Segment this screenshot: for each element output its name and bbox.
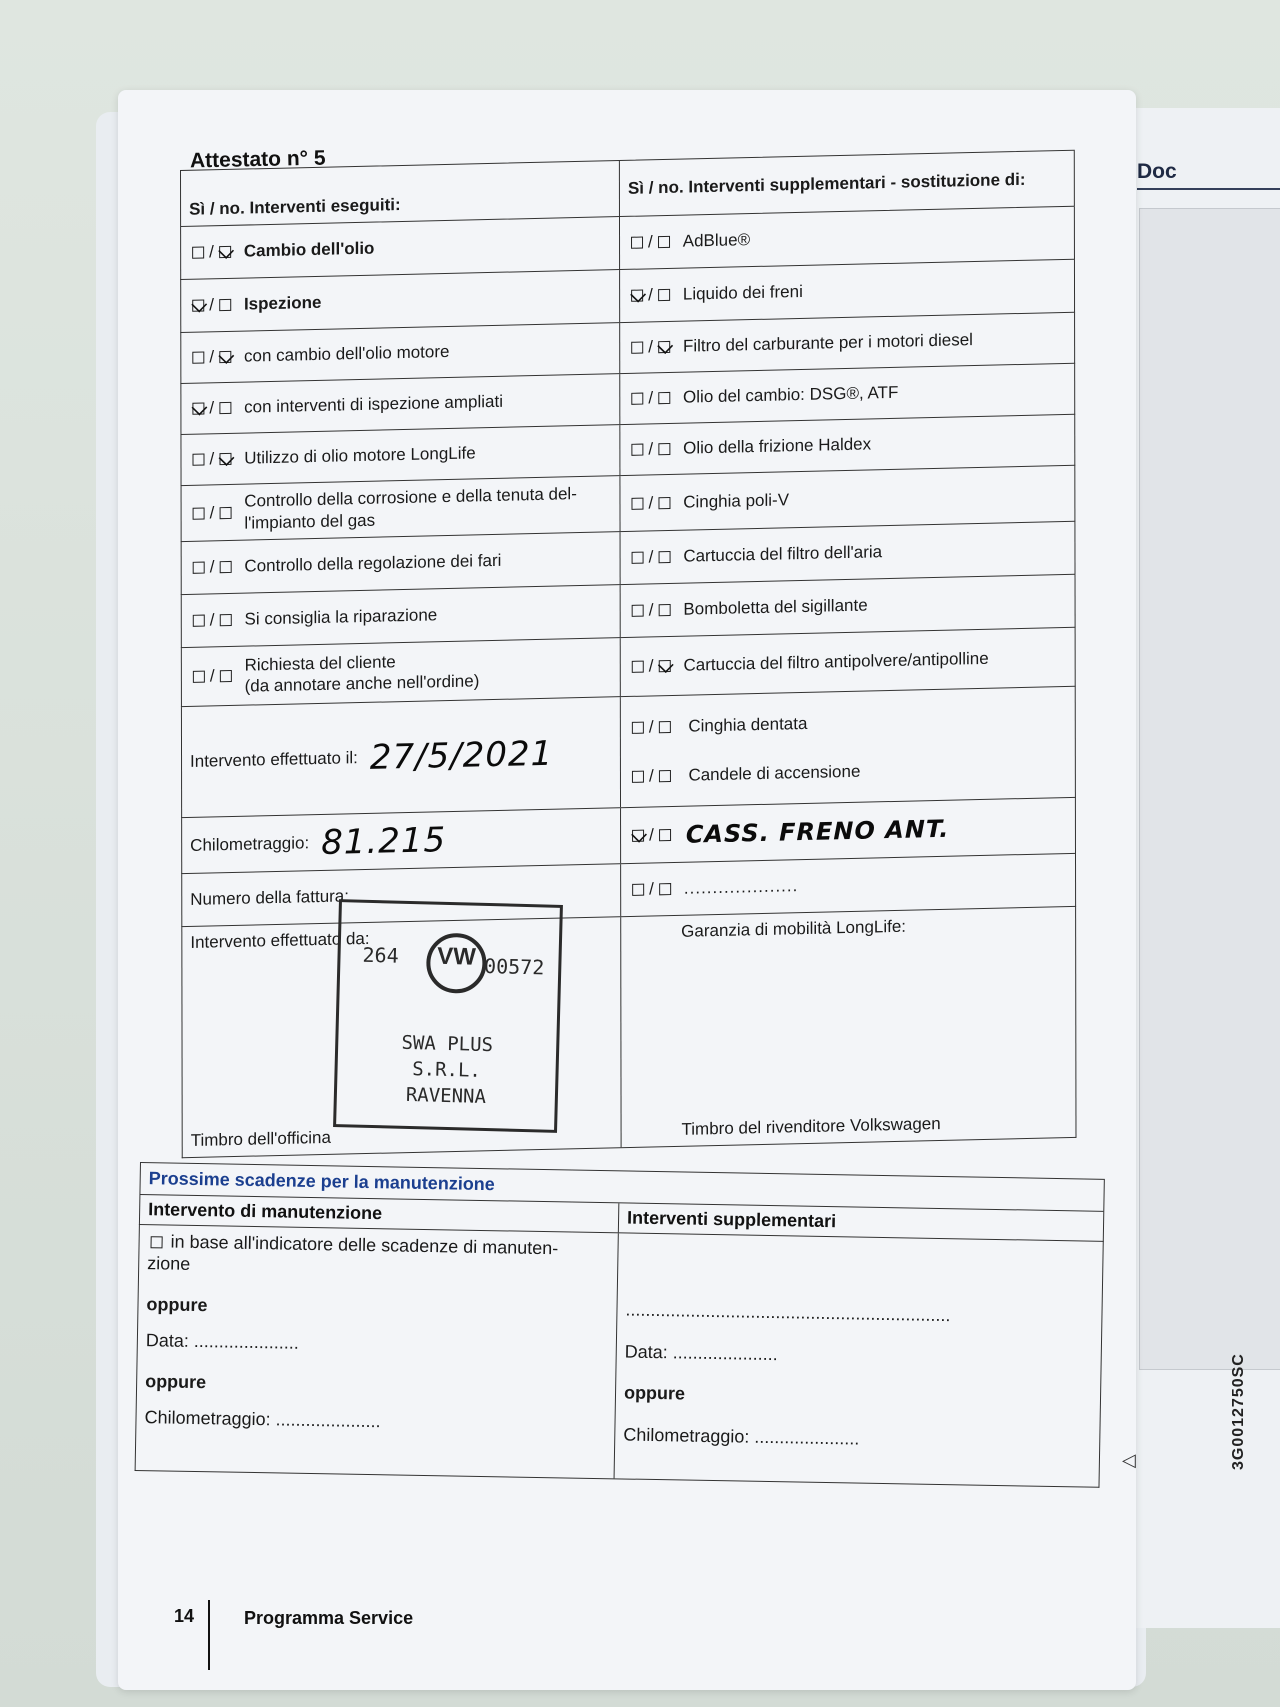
or-label: oppure — [144, 1371, 207, 1393]
left-check-cell — [182, 476, 621, 541]
no-checkbox[interactable] — [658, 496, 670, 508]
yes-no-separator: / — [648, 547, 654, 567]
yes-checkbox[interactable] — [193, 562, 205, 574]
check-item-label: Utilizzo di olio motore LongLife — [244, 443, 476, 468]
yes-checkbox[interactable] — [632, 661, 644, 673]
right-check-cell — [620, 207, 1074, 269]
no-checkbox[interactable] — [658, 443, 670, 455]
yes-checkbox[interactable] — [632, 552, 644, 564]
indicator-checkbox[interactable] — [150, 1236, 162, 1248]
extra-item-blank: / .................... — [621, 854, 1075, 916]
yes-no-separator: / — [648, 232, 653, 252]
stamp-line-1: SWA PLUS — [401, 1031, 494, 1057]
no-checkbox[interactable] — [659, 721, 671, 733]
dealer-stamp-label: Timbro del rivenditore Volkswagen — [681, 1113, 941, 1139]
left-check-cell — [182, 532, 621, 594]
dealer-cell — [621, 907, 1075, 1147]
footer-divider — [208, 1600, 210, 1670]
no-checkbox[interactable] — [219, 561, 231, 573]
extra-item-label: Cinghia dentata — [688, 713, 808, 736]
intervention-date-cell — [182, 697, 621, 817]
left-check-cell — [182, 585, 621, 647]
left-check-cell — [181, 270, 620, 332]
or-label: oppure — [623, 1382, 686, 1404]
page-title: Attestato n° 5 — [189, 146, 326, 173]
check-item-label: Cinghia poli-V — [683, 490, 790, 512]
yes-no-separator: / — [209, 242, 214, 262]
invoice-label: Numero della fattura: — [190, 886, 349, 909]
yes-checkbox[interactable] — [631, 393, 643, 405]
check-item-label: Ispezione — [243, 293, 322, 314]
no-checkbox[interactable] — [659, 829, 671, 841]
check-item-label: Filtro del carburante per i motori diesel — [682, 330, 973, 357]
service-record-table — [180, 150, 1076, 1159]
right-check-cell — [620, 466, 1074, 531]
yes-checkbox[interactable] — [631, 497, 643, 509]
triangle-icon: ◁ — [1122, 1450, 1136, 1470]
left-check-cell — [181, 425, 620, 485]
stamp-number-left: 264 — [362, 942, 400, 968]
maintenance-column — [136, 1225, 619, 1478]
yes-no-separator: / — [209, 347, 215, 367]
check-item-label: Cambio dell'olio — [243, 238, 375, 261]
intervention-date-label: Intervento effettuato il: — [190, 748, 358, 771]
left-check-cell — [181, 217, 620, 279]
maintenance-column-header: Intervento di manutenzione — [140, 1195, 619, 1232]
stamp-line-2: S.R.L. — [411, 1058, 482, 1082]
check-item-label: con interventi di ispezione ampliati — [244, 392, 504, 417]
workshop-stamp — [333, 899, 563, 1133]
right-check-cell — [621, 628, 1075, 696]
yes-checkbox[interactable] — [631, 237, 643, 249]
next-maintenance-body — [135, 1225, 1104, 1488]
no-checkbox[interactable] — [219, 402, 231, 414]
handwritten-extra-item[interactable]: CASS. FRENO ANT. — [685, 814, 950, 849]
no-checkbox[interactable] — [658, 236, 670, 248]
yes-no-separator: / — [209, 557, 215, 577]
yes-no-separator: / — [648, 656, 654, 676]
right-check-cell — [620, 313, 1074, 373]
indicator-option — [147, 1231, 610, 1282]
check-item-label: Liquido dei freni — [682, 282, 803, 305]
no-checkbox[interactable] — [658, 392, 670, 404]
extra-blank-line[interactable]: ................................................................. — [625, 1299, 951, 1326]
check-item-label: Si consiglia la riparazione — [244, 605, 438, 630]
yes-no-separator: / — [648, 388, 654, 408]
check-item-label: Controllo della regolazione dei fari — [244, 551, 502, 577]
extra-item-candele: / Candele di accensione — [629, 761, 860, 788]
yes-no-separator: / — [648, 492, 654, 512]
yes-checkbox[interactable] — [192, 246, 204, 258]
intervention-date-row — [181, 687, 1076, 818]
check-item-label: con cambio dell'olio motore — [244, 342, 450, 366]
no-checkbox[interactable] — [658, 604, 670, 616]
yes-checkbox[interactable] — [632, 605, 644, 617]
check-item-label: Olio della frizione Haldex — [683, 434, 872, 459]
yes-no-separator: / — [209, 502, 215, 522]
yes-no-separator: / — [209, 666, 215, 686]
left-check-cell — [182, 638, 621, 706]
yes-checkbox[interactable] — [193, 615, 205, 627]
vw-logo-text: VW — [436, 942, 477, 971]
right-check-cell — [621, 575, 1075, 637]
no-checkbox[interactable] — [219, 299, 231, 311]
stamp-line-3: RAVENNA — [405, 1083, 487, 1109]
yes-no-separator: / — [648, 600, 654, 620]
next-maintenance-table — [135, 1162, 1105, 1488]
check-item-label: Cartuccia del filtro dell'aria — [683, 542, 883, 567]
no-checkbox[interactable] — [219, 506, 231, 518]
check-item-label: AdBlue® — [682, 230, 751, 251]
or-label: oppure — [146, 1294, 208, 1316]
yes-checkbox[interactable] — [192, 299, 204, 311]
date-field[interactable]: Data: ..................... — [145, 1329, 300, 1353]
no-checkbox[interactable] — [220, 614, 232, 626]
next-maintenance-title: Prossime scadenze per la manutenzione — [139, 1162, 1104, 1212]
yes-no-separator: / — [648, 337, 653, 357]
extra-column — [615, 1233, 1103, 1486]
no-checkbox[interactable] — [658, 289, 670, 301]
right-check-cell — [620, 260, 1074, 322]
left-check-cell — [181, 323, 620, 383]
yes-no-separator: / — [209, 449, 215, 469]
yes-checkbox[interactable] — [192, 454, 204, 466]
yes-no-separator: / — [648, 285, 653, 305]
yes-checkbox[interactable] — [632, 722, 644, 734]
yes-checkbox[interactable] — [193, 671, 205, 683]
page-number: 14 — [174, 1606, 195, 1626]
yes-checkbox[interactable] — [632, 829, 644, 841]
check-item-label: Bomboletta del sigillante — [683, 595, 868, 620]
right-check-cell — [620, 415, 1074, 475]
right-check-cell — [620, 364, 1074, 424]
check-item-label: Richiesta del cliente (da annotare anche nell'ordine) — [244, 651, 480, 696]
yes-checkbox[interactable] — [631, 342, 643, 354]
document-code: 3G0012750SC — [1230, 1353, 1247, 1470]
left-column-header: Sì / no. Interventi eseguiti: — [181, 161, 620, 226]
no-checkbox[interactable] — [219, 351, 231, 363]
check-item-label: Controllo della corrosione e della tenuta del- l'impianto del gas — [244, 484, 577, 533]
mobility-guarantee-label: Garanzia di mobilità LongLife: — [681, 916, 907, 941]
no-checkbox[interactable] — [220, 670, 232, 682]
yes-checkbox[interactable] — [632, 771, 644, 783]
date-field[interactable]: Data: ..................... — [624, 1341, 778, 1364]
footer-section: Programma Service — [244, 1608, 414, 1628]
yes-no-separator: / — [209, 610, 215, 630]
no-checkbox[interactable] — [219, 246, 231, 258]
mileage-value[interactable]: 81.215 — [321, 819, 447, 863]
right-check-cell — [621, 522, 1075, 584]
yes-no-separator: / — [209, 398, 215, 418]
yes-no-separator: / — [209, 295, 214, 315]
yes-checkbox[interactable] — [192, 351, 204, 363]
no-checkbox[interactable] — [658, 341, 670, 353]
mileage-cell — [182, 808, 621, 873]
stamp-number-right: 00572 — [483, 953, 545, 980]
extra-item-blank-line[interactable]: .................... — [683, 876, 799, 899]
extra-item-cassetto: / CASS. FRENO ANT. — [621, 798, 1075, 863]
vw-logo-icon — [426, 932, 488, 994]
no-checkbox[interactable] — [659, 770, 671, 782]
workshop-stamp-label: Timbro dell'officina — [190, 1127, 331, 1151]
facing-page-title: Doc — [1137, 160, 1177, 183]
mileage-label: Chilometraggio: — [190, 832, 310, 855]
mileage-field[interactable]: Chilometraggio: ..................... — [623, 1424, 860, 1449]
yes-checkbox[interactable] — [631, 444, 643, 456]
no-checkbox[interactable] — [219, 453, 231, 465]
intervention-date-value[interactable]: 27/5/2021 — [369, 733, 554, 778]
indicator-label: in base all'indicatore delle scadenze di manuten- zione — [147, 1231, 559, 1274]
mileage-field[interactable]: Chilometraggio: ..................... — [144, 1407, 381, 1432]
yes-no-separator: / — [648, 439, 654, 459]
extra-items-cell-a — [621, 687, 1075, 807]
extra-item-label: Candele di accensione — [688, 761, 861, 785]
right-column-header: Sì / no. Interventi supplementari - sostituzione di: — [627, 169, 1026, 198]
check-item-label: Olio del cambio: DSG®, ATF — [683, 383, 899, 408]
no-checkbox[interactable] — [658, 551, 670, 563]
stamp-row — [181, 907, 1076, 1158]
no-checkbox[interactable] — [659, 660, 671, 672]
yes-checkbox[interactable] — [631, 290, 643, 302]
extra-item-cinghia-dentata: / Cinghia dentata — [629, 713, 808, 738]
no-checkbox[interactable] — [659, 883, 671, 895]
yes-checkbox[interactable] — [192, 403, 204, 415]
yes-checkbox[interactable] — [632, 884, 644, 896]
workshop-label: Intervento effettuato da: — [190, 928, 370, 952]
extra-column-header: Interventi supplementari — [626, 1207, 837, 1232]
yes-checkbox[interactable] — [193, 507, 205, 519]
left-check-cell — [181, 374, 620, 434]
check-item-label: Cartuccia del filtro antipolvere/antipolline — [683, 649, 989, 676]
